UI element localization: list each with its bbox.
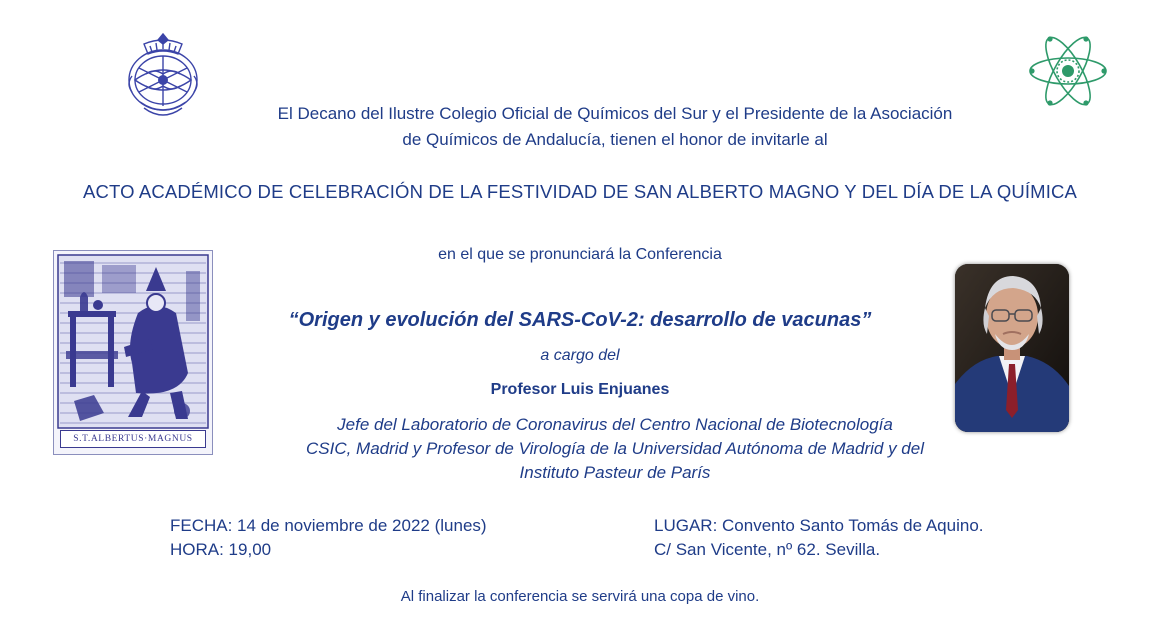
conference-title: “Origen y evolución del SARS-CoV-2: desarrollo de vacunas” xyxy=(288,309,872,331)
conference-intro: en el que se pronunciará la Conferencia xyxy=(438,246,722,263)
speaker-affiliation xyxy=(230,413,1000,485)
affiliation-line-3: Instituto Pasteur de París xyxy=(519,463,711,482)
closing-note: Al finalizar la conferencia se servirá una copa de vino. xyxy=(400,588,760,605)
event-title: ACTO ACADÉMICO DE CELEBRACIÓN DE LA FESTIVIDAD DE SAN ALBERTO MAGNO Y DEL DÍA DE LA QUÍMICA xyxy=(82,181,1078,202)
atom-icon xyxy=(1026,30,1110,112)
event-date: FECHA: 14 de noviembre de 2022 (lunes) xyxy=(170,516,487,535)
affiliation-line-2: CSIC, Madrid y Profesor de Virología de la Universidad Autónoma de Madrid y del xyxy=(306,439,924,458)
intro-line-1: El Decano del Ilustre Colegio Oficial de Químicos del Sur y el Presidente de la Asociación xyxy=(277,104,953,123)
date-time-block xyxy=(170,514,487,562)
engraving-caption: S.T.ALBERTUS·MAGNUS xyxy=(60,430,206,448)
intro-line-2: de Químicos de Andalucía, tienen el honor de invitarle al xyxy=(402,130,828,149)
event-time: HORA: 19,00 xyxy=(170,540,272,559)
event-venue: LUGAR: Convento Santo Tomás de Aquino. xyxy=(654,516,984,535)
coat-of-arms-icon xyxy=(122,30,204,125)
affiliation-line-1: Jefe del Laboratorio de Coronavirus del Centro Nacional de Biotecnología xyxy=(337,415,893,434)
by-label: a cargo del xyxy=(540,347,620,364)
location-block xyxy=(654,514,984,562)
speaker-name: Profesor Luis Enjuanes xyxy=(490,381,670,398)
event-address: C/ San Vicente, nº 62. Sevilla. xyxy=(654,540,881,559)
invitation-intro xyxy=(230,101,1000,153)
